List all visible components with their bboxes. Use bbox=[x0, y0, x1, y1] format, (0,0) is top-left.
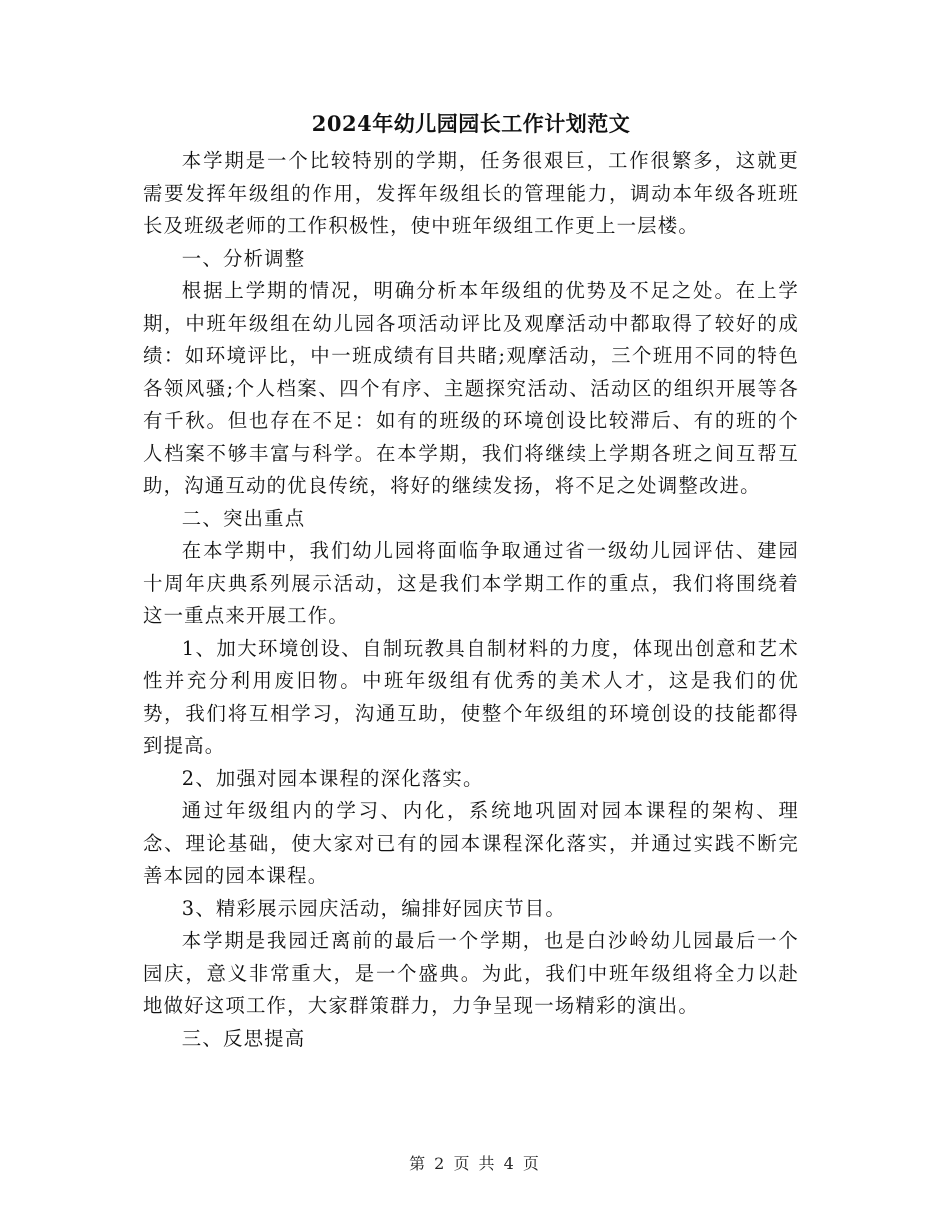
focus-paragraph: 在本学期中，我们幼儿园将面临争取通过省一级幼儿园评估、建园十周年庆典系列展示活动，这是我们本学期工作的重点，我们将围绕着这一重点来开展工作。 bbox=[143, 539, 799, 627]
section-heading-reflection: 三、反思提高 bbox=[181, 1026, 306, 1050]
focus-item-3-body: 本学期是我园迁离前的最后一个学期，也是白沙岭幼儿园最后一个园庆，意义非常重大，是一个盛典。为此，我们中班年级组将全力以赴地做好这项工作，大家群策群力，力争呈现一场精彩的演出。 bbox=[143, 929, 799, 1017]
document-title: 2024年幼儿园园长工作计划范文 bbox=[311, 111, 631, 136]
analysis-paragraph: 根据上学期的情况，明确分析本年级组的优势及不足之处。在上学期，中班年级组在幼儿园各项活动评比及观摩活动中都取得了较好的成绩：如环境评比，中一班成绩有目共睹;观摩活动，三个班用不同的特色各领风骚;个人档案、四个有序、主题探究活动、活动区的组织开展等各有千秋。但也存在不足：如有的班级的环境创设比较滞后、有的班的个人档案不够丰富与科学。在本学期，我们将继续上学期各班之间互帮互助，沟通互动的优良传统，将好的继续发扬，将不足之处调整改进。 bbox=[143, 279, 799, 497]
document-page bbox=[143, 104, 799, 1055]
section-heading-focus: 二、突出重点 bbox=[181, 506, 306, 530]
section-heading-analysis: 一、分析调整 bbox=[181, 246, 306, 270]
focus-item-2-heading: 2、加强对园本课程的深化落实。 bbox=[181, 766, 484, 790]
focus-item-3-heading: 3、精彩展示园庆活动，编排好园庆节目。 bbox=[181, 896, 566, 920]
intro-paragraph: 本学期是一个比较特别的学期，任务很艰巨，工作很繁多，这就更需要发挥年级组的作用，发挥年级组长的管理能力，调动本年级各班班长及班级老师的工作积极性，使中班年级组工作更上一层楼。 bbox=[143, 149, 799, 237]
page-number-footer: 第 2 页 共 4 页 bbox=[409, 1154, 541, 1173]
focus-item-2-body: 通过年级组内的学习、内化，系统地巩固对园本课程的架构、理念、理论基础，使大家对已有的园本课程深化落实，并通过实践不断完善本园的园本课程。 bbox=[143, 799, 799, 887]
focus-item-1: 1、加大环境创设、自制玩教具自制材料的力度，体现出创意和艺术性并充分利用废旧物。中班年级组有优秀的美术人才，这是我们的优势，我们将互相学习，沟通互助，使整个年级组的环境创设的技能都得到提高。 bbox=[143, 636, 799, 757]
